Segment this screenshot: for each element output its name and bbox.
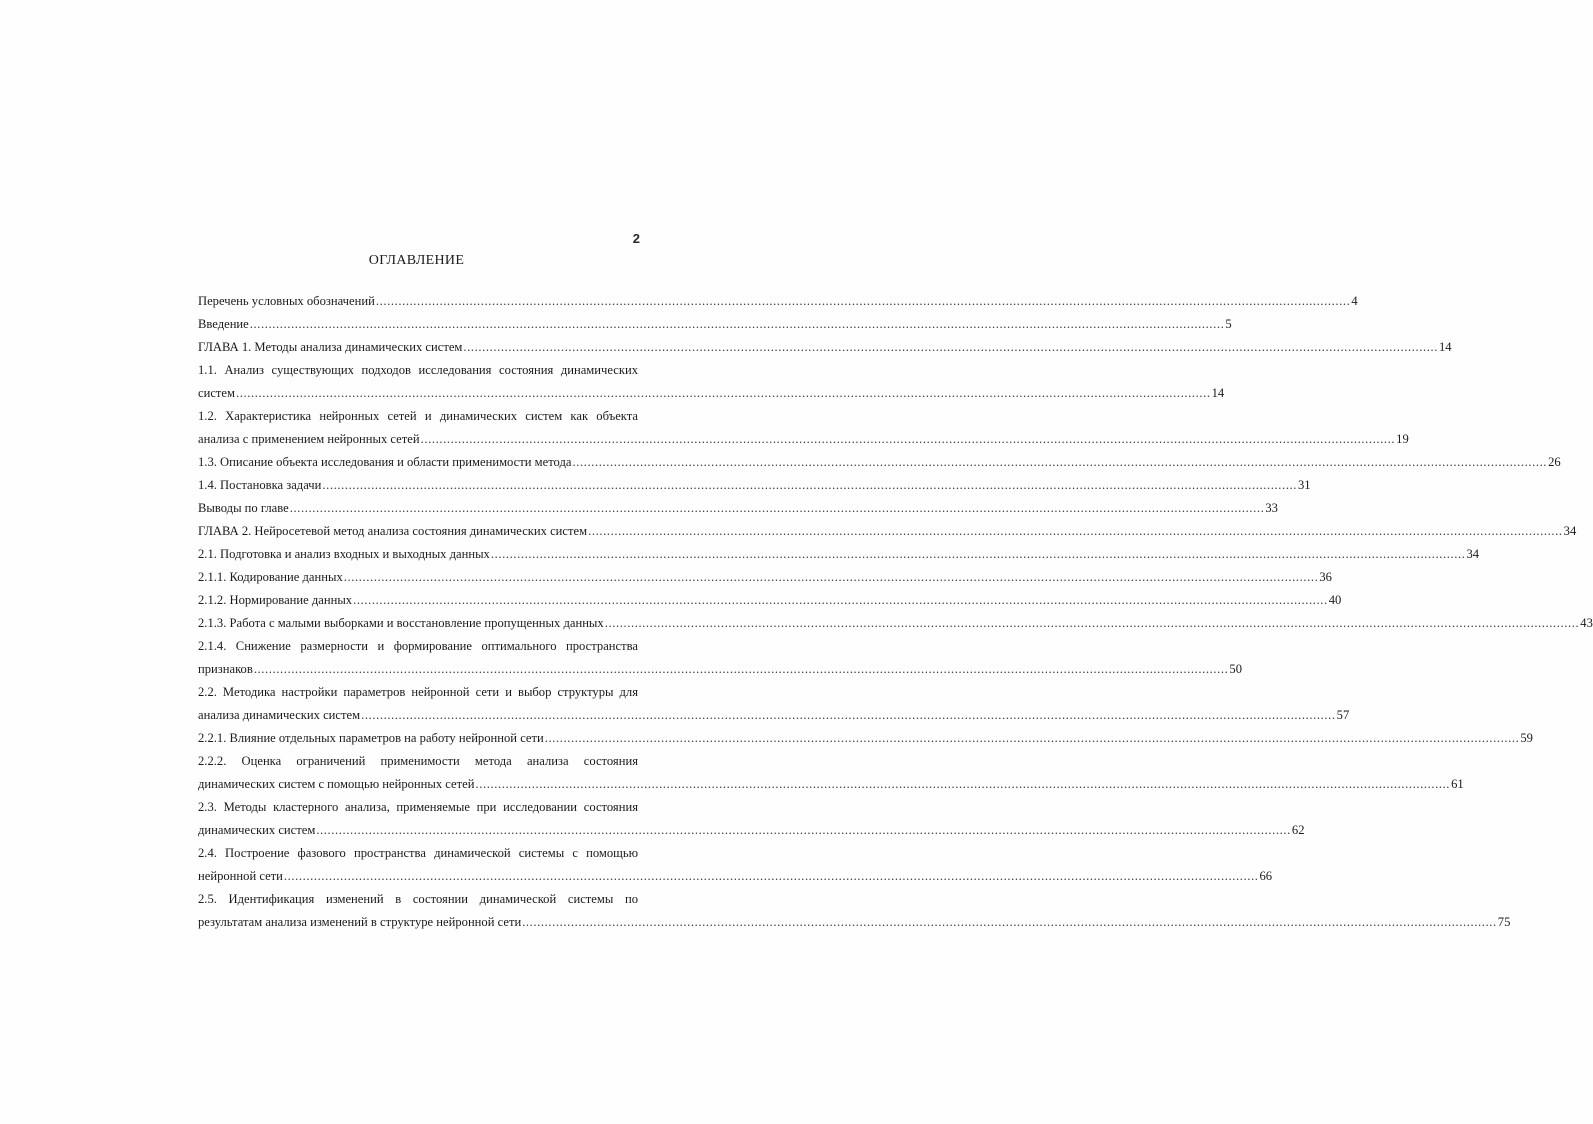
toc-entry[interactable]	[198, 474, 1311, 497]
toc-entry-page: 66	[1259, 869, 1273, 883]
toc-entry[interactable]	[198, 750, 1464, 796]
toc-entry-line	[198, 520, 1577, 543]
toc-entry-label: 2.1.3. Работа с малыми выборками и восстановление пропущенных данных	[198, 616, 604, 630]
dot-leader: ....................................................................................................................................................................................................................................................................	[253, 662, 1229, 676]
toc-entry-line	[198, 497, 1278, 520]
toc-entry-page: 59	[1520, 731, 1533, 745]
toc-entry-line	[198, 589, 1342, 612]
toc-entry-line	[198, 543, 1480, 566]
toc-entry-label: 2.1. Подготовка и анализ входных и выходных данных	[198, 547, 490, 561]
toc-entry[interactable]	[198, 290, 1358, 313]
toc-entry-line	[198, 290, 1358, 313]
toc-entry-page: 31	[1297, 478, 1311, 492]
dot-leader: ....................................................................................................................................................................................................................................................................	[375, 294, 1351, 308]
page-number: 2	[632, 231, 640, 246]
toc-entry[interactable]	[198, 566, 1332, 589]
toc-entry[interactable]	[198, 842, 1273, 888]
toc-entry-label: Введение	[198, 317, 249, 331]
dot-leader: ....................................................................................................................................................................................................................................................................	[343, 570, 1319, 584]
toc-entry[interactable]	[198, 313, 1232, 336]
toc-entry[interactable]	[198, 497, 1278, 520]
toc-entry-page: 57	[1336, 708, 1350, 722]
toc-entry-line	[198, 865, 1273, 888]
toc-entry-text: 2.2. Методика настройки параметров нейронной сети и выбор структуры для	[198, 685, 638, 699]
toc-entry-label: 2.1.2. Нормирование данных	[198, 593, 353, 607]
toc-entry-page: 14	[1211, 386, 1225, 400]
toc-entry-line	[198, 428, 1409, 451]
toc-entry-text: 1.2. Характеристика нейронных сетей и динамических систем как объекта	[198, 409, 638, 423]
toc-entry-label: динамических систем с помощью нейронных сетей	[198, 777, 475, 791]
toc-entry[interactable]	[198, 405, 1409, 451]
toc-entry[interactable]	[198, 520, 1577, 543]
toc-entry-text: 2.4. Построение фазового пространства динамической системы с помощью	[198, 846, 638, 860]
toc-entry-page: 26	[1548, 455, 1561, 469]
dot-leader: ....................................................................................................................................................................................................................................................................	[463, 340, 1438, 354]
toc-entry-line	[198, 704, 1350, 727]
toc-entry-page: 40	[1328, 593, 1342, 607]
dot-leader: ....................................................................................................................................................................................................................................................................	[588, 524, 1563, 538]
toc-entry[interactable]	[198, 681, 1350, 727]
toc-title: ОГЛАВЛЕНИЕ	[368, 253, 465, 268]
toc-entry-page: 43	[1580, 616, 1593, 630]
toc-entry-text: 1.1. Анализ существующих подходов исследования состояния динамических	[198, 363, 638, 377]
toc-entry[interactable]	[198, 589, 1342, 612]
toc-entry-page: 5	[1225, 317, 1232, 331]
toc-entry-label: Выводы по главе	[198, 501, 289, 515]
dot-leader: ....................................................................................................................................................................................................................................................................	[522, 915, 1497, 929]
toc-entry-line	[198, 336, 1452, 359]
toc-entry-page: 61	[1451, 777, 1464, 791]
toc-entry-line	[198, 773, 1464, 796]
toc-entry-label: 2.2.1. Влияние отдельных параметров на работу нейронной сети	[198, 731, 544, 745]
toc-entry-label: нейронной сети	[198, 869, 283, 883]
toc-entry[interactable]	[198, 359, 1225, 405]
toc-entry[interactable]	[198, 612, 1593, 635]
toc-entry-line	[198, 566, 1332, 589]
toc-entry-line	[198, 313, 1232, 336]
toc-entry-label: результатам анализа изменений в структуре нейронной сети	[198, 915, 522, 929]
toc-entry-line	[198, 382, 1225, 405]
dot-leader: ....................................................................................................................................................................................................................................................................	[322, 478, 1297, 492]
toc-entry-text: 2.2.2. Оценка ограничений применимости метода анализа состояния	[198, 754, 638, 768]
toc-entry-label: анализа динамических систем	[198, 708, 361, 722]
toc-entry-line	[198, 474, 1311, 497]
toc-entry-line	[198, 658, 1242, 681]
dot-leader: ....................................................................................................................................................................................................................................................................	[604, 616, 1580, 630]
toc-entry-label: ГЛАВА 1. Методы анализа динамических систем	[198, 340, 463, 354]
toc-entry-label: 1.3. Описание объекта исследования и области применимости метода	[198, 455, 572, 469]
dot-leader: ....................................................................................................................................................................................................................................................................	[289, 501, 1265, 515]
toc-entry-label: ГЛАВА 2. Нейросетевой метод анализа состояния динамических систем	[198, 524, 588, 538]
toc-entry-page: 33	[1265, 501, 1278, 515]
toc-entry-label: Перечень условных обозначений	[198, 294, 375, 308]
toc-entry-label: 2.1.1. Кодирование данных	[198, 570, 343, 584]
toc-entry-text: 2.5. Идентификация изменений в состоянии динамической системы по	[198, 892, 638, 906]
dot-leader: ....................................................................................................................................................................................................................................................................	[353, 593, 1328, 607]
toc-entry-page: 34	[1466, 547, 1480, 561]
toc-entry[interactable]	[198, 635, 1242, 681]
toc-entry-label: динамических систем	[198, 823, 316, 837]
toc-entry-line	[198, 819, 1305, 842]
dot-leader: ....................................................................................................................................................................................................................................................................	[572, 455, 1548, 469]
toc-entry-page: 75	[1497, 915, 1511, 929]
dot-leader: ....................................................................................................................................................................................................................................................................	[544, 731, 1520, 745]
toc-entry[interactable]	[198, 336, 1452, 359]
dot-leader: ....................................................................................................................................................................................................................................................................	[420, 432, 1396, 446]
toc-entry[interactable]	[198, 543, 1480, 566]
toc-entry-text: 2.3. Методы кластерного анализа, применяемые при исследовании состояния	[198, 800, 638, 814]
toc-entry-label: 1.4. Постановка задачи	[198, 478, 322, 492]
dot-leader: ....................................................................................................................................................................................................................................................................	[235, 386, 1211, 400]
toc-entry-page: 4	[1351, 294, 1358, 308]
toc-entry[interactable]	[198, 451, 1561, 474]
toc-entry-page: 34	[1563, 524, 1577, 538]
toc-entry-page: 62	[1291, 823, 1305, 837]
dot-leader: ....................................................................................................................................................................................................................................................................	[475, 777, 1451, 791]
toc-entry-page: 36	[1319, 570, 1332, 584]
toc-entry-line	[198, 612, 1593, 635]
dot-leader: ....................................................................................................................................................................................................................................................................	[316, 823, 1291, 837]
dot-leader: ....................................................................................................................................................................................................................................................................	[249, 317, 1225, 331]
toc-entry[interactable]	[198, 727, 1533, 750]
toc-entry-text: 2.1.4. Снижение размерности и формирование оптимального пространства	[198, 639, 638, 653]
toc-entry-line	[198, 911, 1511, 934]
dot-leader: ....................................................................................................................................................................................................................................................................	[283, 869, 1259, 883]
toc-entry-page: 14	[1438, 340, 1452, 354]
toc-entry-line	[198, 451, 1561, 474]
toc-entry[interactable]	[198, 888, 1511, 934]
table-of-contents	[198, 290, 1593, 934]
toc-entry-line	[198, 727, 1533, 750]
toc-entry-label: анализа с применением нейронных сетей	[198, 432, 420, 446]
toc-entry-page: 50	[1229, 662, 1242, 676]
dot-leader: ....................................................................................................................................................................................................................................................................	[490, 547, 1466, 561]
toc-entry-label: систем	[198, 386, 235, 400]
dot-leader: ....................................................................................................................................................................................................................................................................	[361, 708, 1336, 722]
toc-entry[interactable]	[198, 796, 1305, 842]
toc-entry-page: 19	[1396, 432, 1409, 446]
toc-entry-label: признаков	[198, 662, 253, 676]
